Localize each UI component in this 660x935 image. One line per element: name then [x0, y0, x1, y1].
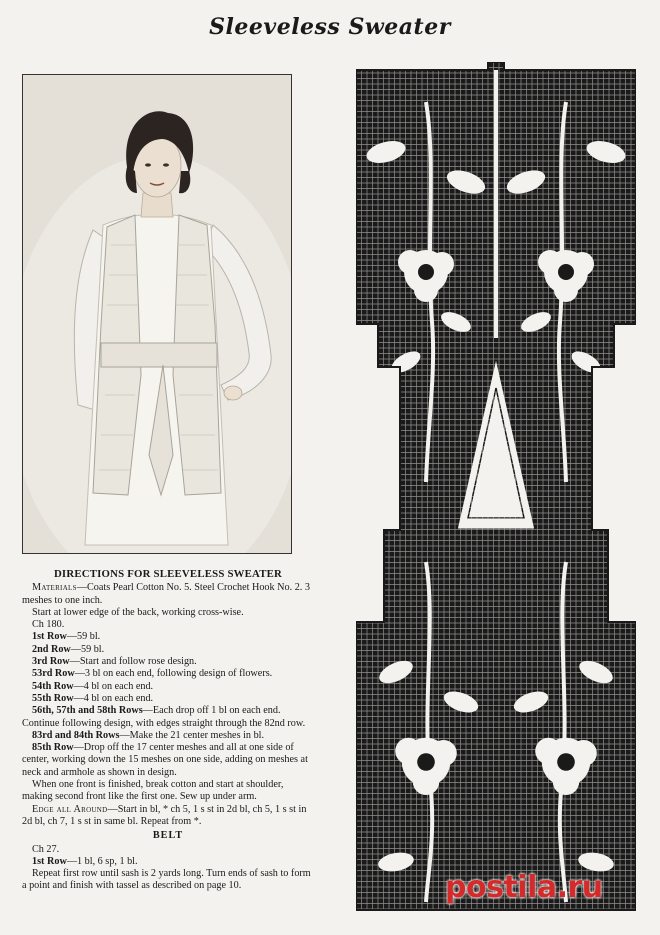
materials-label: Materials [32, 582, 77, 594]
model-photo [22, 74, 292, 554]
center-opening [494, 70, 498, 338]
belt-chain: Ch 27. [32, 843, 60, 855]
row-text: —Each drop off 1 bl on each end. Continue following design, with edges straight through the 82nd row. [22, 705, 306, 729]
row-3 [22, 656, 314, 668]
materials-text: —Coats Pearl Cotton No. 5. Steel Crochet Hook No. 2. 3 meshes to one inch. [22, 582, 310, 606]
edge-label: Edge all Around [32, 803, 108, 815]
edge-text: —Start in bl, * ch 5, 1 s st in 2d bl, ch 5, 1 s st in 2d bl, ch 7, 1 s st in same bl. Repeat from *. [22, 803, 307, 827]
row-text: —59 bl. [70, 643, 105, 655]
row-54 [22, 681, 314, 693]
row-text: —3 bl on each end, following design of flowers. [74, 668, 273, 680]
belt-repeat: Repeat first row until sash is 2 yards long. Turn ends of sash to form a point and finish with tassel as described on page 10. [22, 868, 311, 892]
row-label: 56th, 57th and 58th Rows [32, 705, 143, 717]
front-paragraph: When one front is finished, break cotton and start at shoulder, making second front like the first one. Sew up under arm. [22, 779, 284, 803]
row-55 [22, 693, 314, 705]
row-label: 3rd Row [32, 656, 70, 668]
belt-heading: BELT [152, 830, 184, 842]
row-text: —Drop off the 17 center meshes and all at one side of center, working down the 15 meshes on one side, adding on meshes at neck and armhole as shown in design. [22, 742, 308, 778]
row-53 [22, 668, 314, 680]
row-text: —Make the 21 center meshes in bl. [119, 729, 265, 741]
row-1 [22, 631, 314, 643]
row-text: —Start and follow rose design. [69, 656, 197, 668]
row-2 [22, 644, 314, 656]
row-label: 53rd Row [32, 668, 75, 680]
materials-paragraph [22, 582, 314, 607]
row-text: —1 bl, 6 sp, 1 bl. [66, 855, 138, 867]
row-label: 83rd and 84th Rows [32, 729, 120, 741]
row-85 [22, 742, 314, 779]
directions-heading: DIRECTIONS FOR SLEEVELESS SWEATER [53, 568, 283, 580]
filet-crochet-chart [356, 62, 636, 924]
row-text: —59 bl. [66, 631, 101, 643]
row-label: 55th Row [32, 692, 74, 704]
row-label: 1st Row [32, 855, 67, 867]
start-paragraph: Start at lower edge of the back, working cross-wise. [32, 606, 244, 618]
row-label: 85th Row [32, 742, 74, 754]
chain-paragraph: Ch 180. [32, 619, 65, 631]
row-text: —4 bl on each end. [73, 692, 154, 704]
edge-paragraph [22, 804, 314, 829]
model-figure-illustration [23, 75, 291, 553]
row-label: 1st Row [32, 631, 67, 643]
row-83-84 [22, 730, 314, 742]
page-title: Sleeveless Sweater [209, 14, 451, 40]
belt-row [22, 856, 314, 868]
row-56-58 [22, 705, 314, 730]
watermark: postila.ru [445, 870, 603, 905]
row-label: 2nd Row [32, 643, 71, 655]
row-label: 54th Row [32, 680, 74, 692]
directions-text [22, 568, 314, 893]
row-text: —4 bl on each end. [73, 680, 154, 692]
